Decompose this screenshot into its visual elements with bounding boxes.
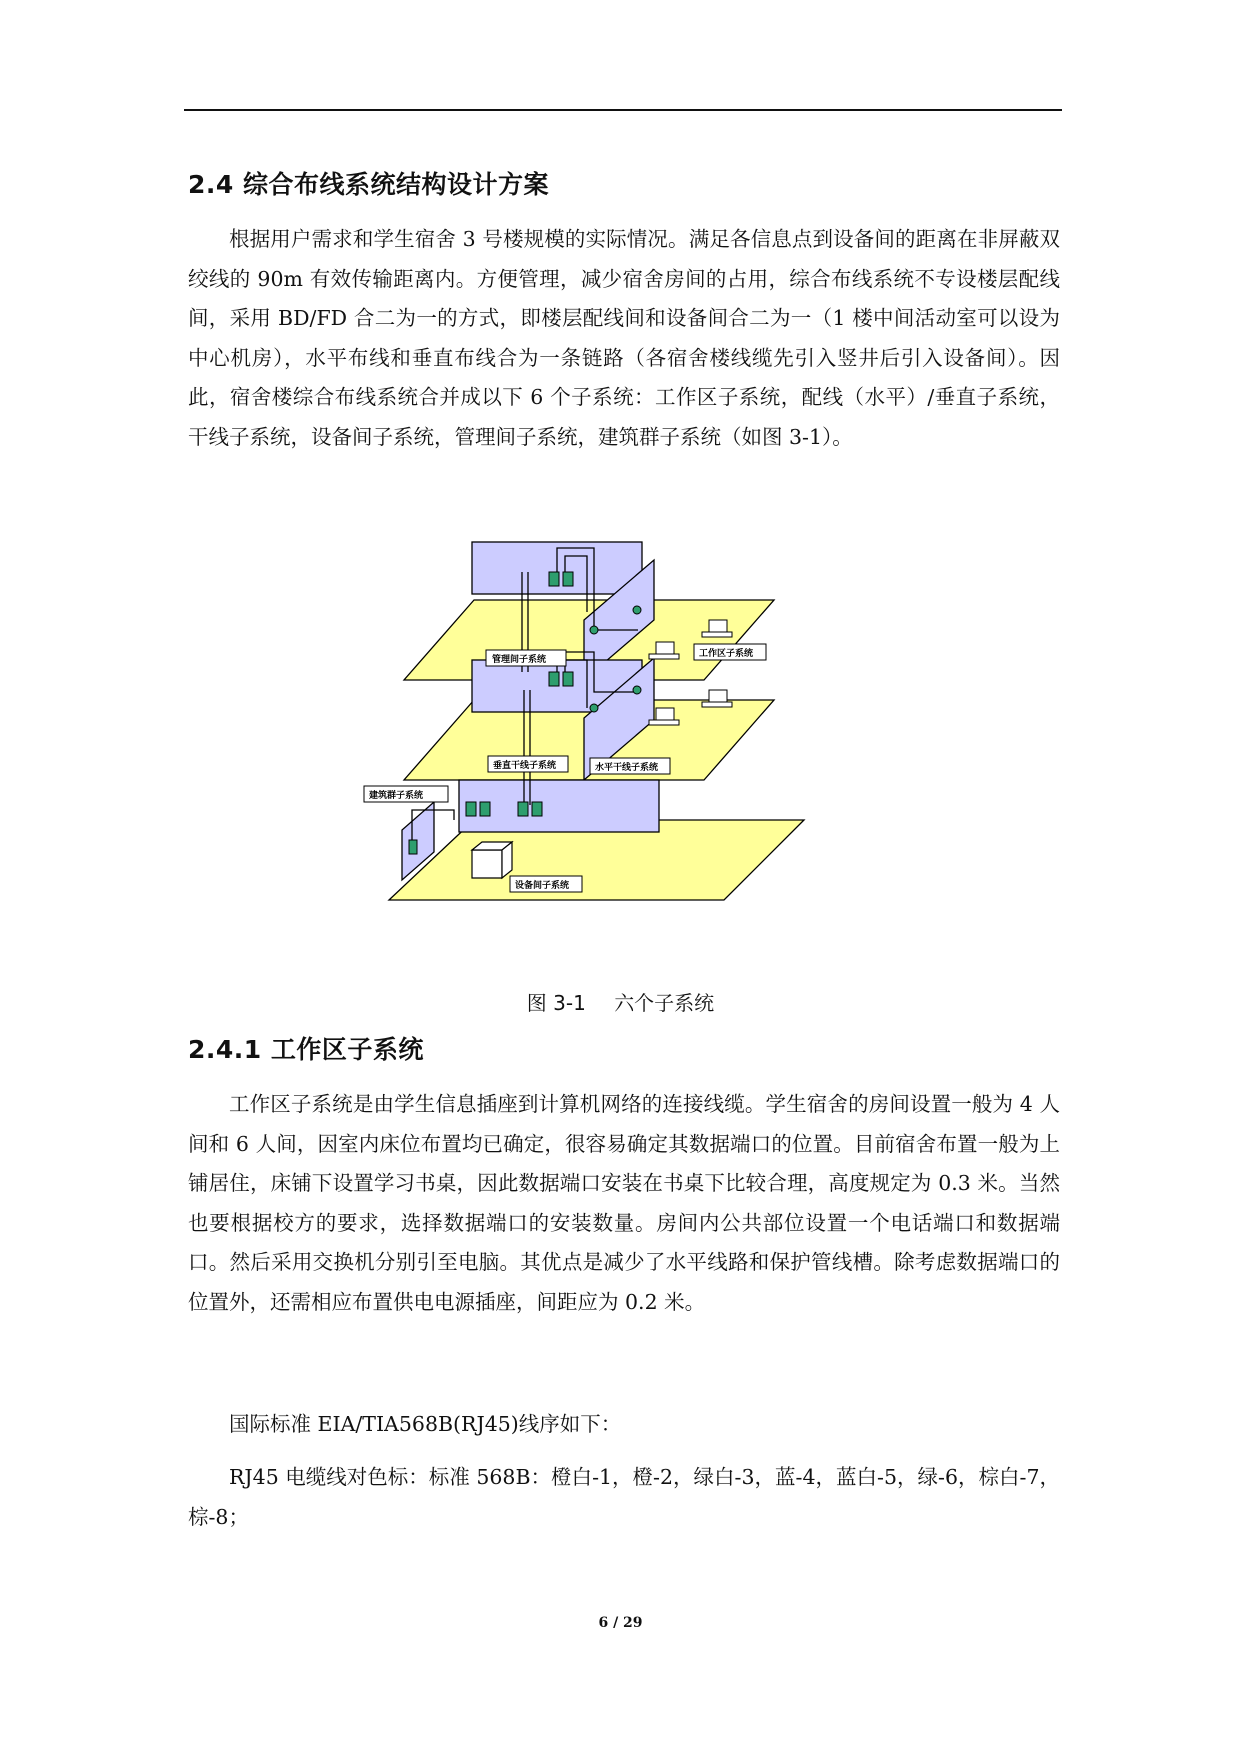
label-equipment-room: 设备间子系统 [515, 881, 570, 891]
six-subsystems-diagram [369, 580, 864, 930]
paragraph-standard: 国际标准 EIA/TIA568B(RJ45)线序如下： [229, 1412, 622, 1436]
header-rule [184, 109, 1062, 111]
figure-caption [0, 987, 1241, 1016]
label-vertical-trunk: 垂直干线子系统 [493, 761, 557, 771]
paragraph-overview: 根据用户需求和学生宿舍 3 号楼规模的实际情况。满足各信息点到设备间的距离在非屏蔽双绞线的 90m 有效传输距离内。方便管理，减少宿舍房间的占用，综合布线系统不专设楼层配线间，采用 BD/FD 合二为一的方式，即楼层配线间和设备间合二为一（1 楼中间活动室可以设为中心机房），水平布线和垂直布线合为一条链路（各宿舍楼线缆先引入竖井后引入设备间）。因此，宿舍楼综合布线系统合并成以下 6 个子系统：工作区子系统，配线（水平）/垂直子系统，干线子系统，设备间子系统，管理间子系统，建筑群子系统（如图 3-1）。 [188, 227, 1060, 449]
label-building-group: 建筑群子系统 [369, 791, 424, 801]
label-management: 管理间子系统 [492, 655, 547, 665]
figure-caption-text: 六个子系统 [614, 991, 715, 1015]
subsection-heading: 2.4.1 工作区子系统 [188, 1035, 424, 1064]
paragraph-color-code: RJ45 电缆线对色标：标准 568B：橙白-1，橙-2，绿白-3，蓝-4，蓝白-5，绿-6，棕白-7，棕-8； [188, 1465, 1060, 1529]
section-heading: 2.4 综合布线系统结构设计方案 [188, 170, 549, 199]
paragraph-work-area: 工作区子系统是由学生信息插座到计算机网络的连接线缆。学生宿舍的房间设置一般为 4 人间和 6 人间，因室内床位布置均已确定，很容易确定其数据端口的位置。目前宿舍布置一般为上铺居住，床铺下设置学习书桌，因此数据端口安装在书桌下比较合理，高度规定为 0.3 米。当然也要根据校方的要求，选择数据端口的安装数量。房间内公共部位设置一个电话端口和数据端口。然后采用交换机分别引至电脑。其优点是减少了水平线路和保护管线槽。除考虑数据端口的位置外，还需相应布置供电电源插座，间距应为 0.2 米。 [188, 1092, 1060, 1314]
label-horizontal-trunk: 水平干线子系统 [595, 763, 659, 773]
label-work-area: 工作区子系统 [699, 649, 754, 659]
page-number: 6 / 29 [598, 1615, 643, 1631]
figure-caption-number: 图 3-1 [526, 991, 586, 1015]
